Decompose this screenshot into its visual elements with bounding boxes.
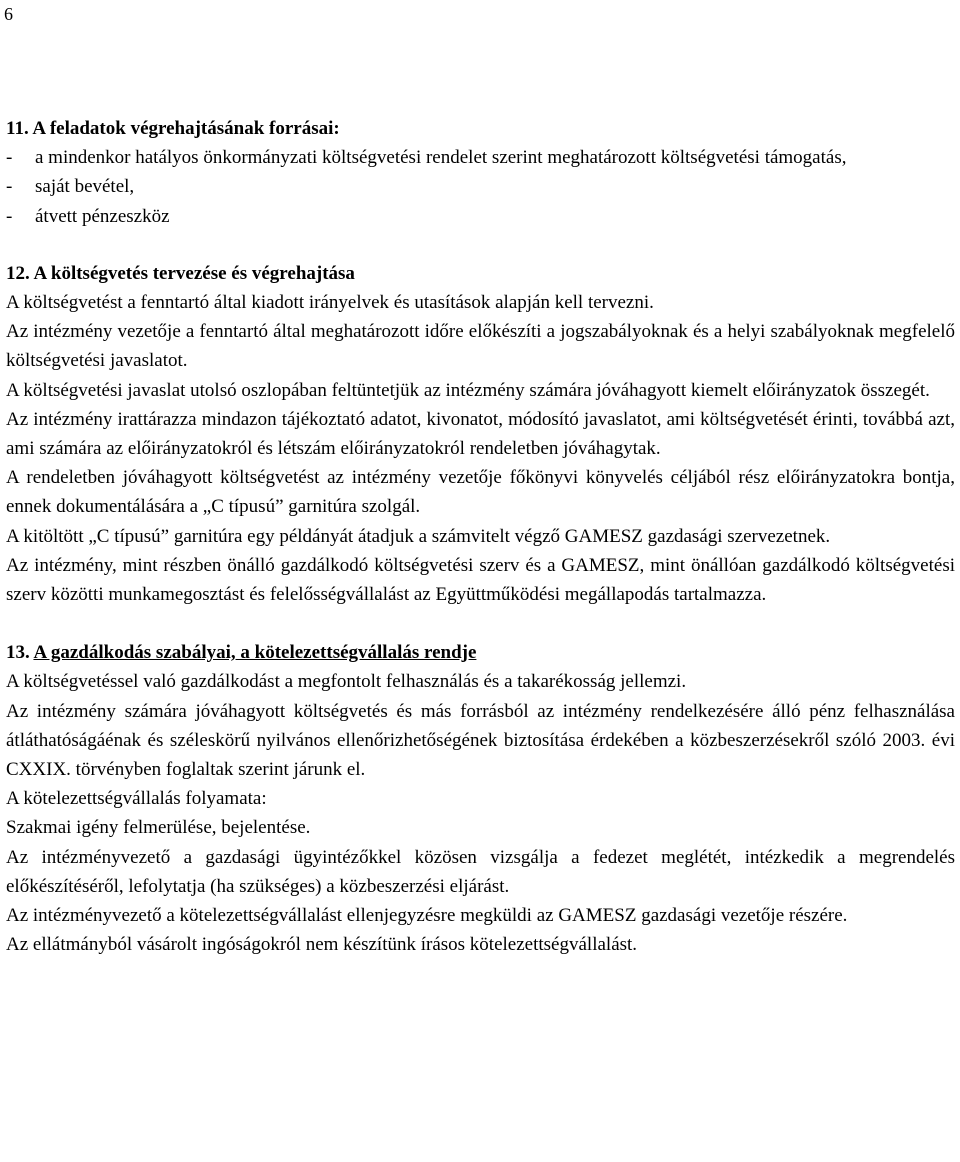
section-11-title: A feladatok végrehajtásának forrásai: (32, 118, 340, 139)
paragraph: A kitöltött „C típusú” garnitúra egy példányát átadjuk a számvitelt végző GAMESZ gazdasági szervezetnek. (6, 525, 831, 547)
paragraph: A költségvetéssel való gazdálkodást a megfontolt felhasználás és a takarékosság jellemzi. (6, 671, 687, 693)
list-item (6, 202, 955, 231)
paragraph: Az intézményvezető a gazdasági ügyintézőkkel közösen vizsgálja a fedezet meglétét, intézkedik a megrendelés előkészítéséről, lefolytatja (ha szükséges) a közbeszerzési eljárást. (6, 846, 955, 897)
list-item (6, 172, 955, 201)
list-dash: - (6, 147, 13, 169)
section-12-number: 12. (6, 262, 30, 284)
list-dash: - (6, 176, 13, 198)
paragraph: Az intézmény, mint részben önálló gazdálkodó költségvetési szerv és a GAMESZ, mint önállóan gazdálkodó költségvetési szerv közötti munkamegosztást és felelősségvállalást az Együttműködési megállapodás tartalmazza. (6, 554, 955, 606)
paragraph: A költségvetési javaslat utolsó oszlopában feltüntetjük az intézmény számára jóváhagyott kiemelt előirányzatok összegét. (6, 379, 930, 401)
section-12 (6, 259, 955, 609)
section-11-number: 11. (6, 118, 29, 139)
section-13-title: A gazdálkodás szabályai, a kötelezettségvállalás rendje (33, 642, 477, 664)
paragraph: Az intézmény számára jóváhagyott költségvetés és más forrásból az intézmény rendelkezésére álló pénz felhasználása átláthatóságáénak és széleskörű nyilvános ellenőrizhetőségének biztosítása érdekében a közbeszerzésekről szóló 2003. évi CXXIX. törvényben foglaltak szerint járunk el. (6, 700, 955, 781)
section-12-heading (6, 259, 955, 288)
section-13-heading (6, 638, 955, 667)
section-13-number: 13. (6, 642, 30, 664)
list-item-text: saját bevétel, (35, 176, 135, 198)
list-item-text: átvett pénzeszköz (35, 205, 170, 227)
section-12-title: A költségvetés tervezése és végrehajtása (33, 262, 355, 284)
paragraph: A költségvetést a fenntartó által kiadott irányelvek és utasítások alapján kell tervezni. (6, 292, 654, 314)
list-item (6, 143, 955, 172)
section-13 (6, 638, 955, 959)
paragraph: A rendeletben jóváhagyott költségvetést az intézmény vezetője főkönyvi könyvelés céljából rész előirányzatokra bontja, ennek dokumentálására a „C típusú” garnitúra szolgál. (6, 467, 955, 518)
paragraph: A kötelezettségvállalás folyamata: (6, 788, 267, 810)
paragraph: Az ellátmányból vásárolt ingóságokról nem készítünk írásos kötelezettségvállalást. (6, 934, 638, 956)
paragraph: Szakmai igény felmerülése, bejelentése. (6, 817, 311, 839)
page-number: 6 (4, 4, 13, 24)
paragraph: Az intézmény vezetője a fenntartó által meghatározott időre előkészíti a jogszabályoknak és a helyi szabályoknak megfelelő költségvetési javaslatot. (6, 321, 955, 372)
paragraph: Az intézmény irattárazza mindazon tájékoztató adatot, kivonatot, módosító javaslatot, ami költségvetését érinti, továbbá azt, ami számára az előirányzatokról és létszám előirányzatokról rendeletben jóváhagytak. (6, 408, 955, 460)
list-dash: - (6, 205, 13, 227)
section-11-heading (6, 114, 955, 143)
section-11 (6, 114, 955, 231)
paragraph: Az intézményvezető a kötelezettségvállalást ellenjegyzésre megküldi az GAMESZ gazdasági vezetője részére. (6, 905, 848, 927)
list-item-text: a mindenkor hatályos önkormányzati költségvetési rendelet szerint meghatározott költségvetési támogatás, (35, 147, 847, 169)
document-body (6, 114, 955, 959)
